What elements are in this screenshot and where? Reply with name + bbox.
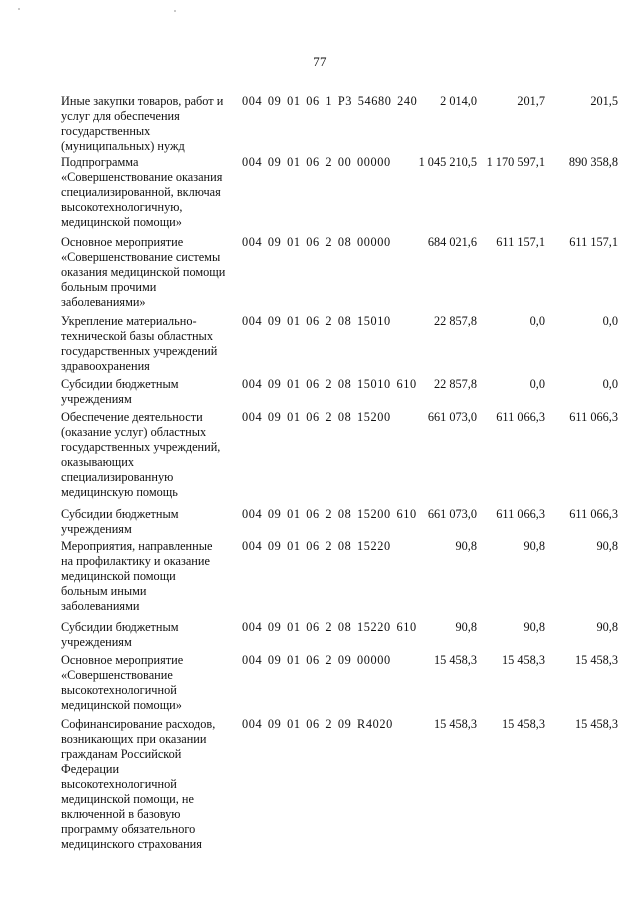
row-value-1: 15 458,3 — [433, 653, 477, 667]
row-name-line: включенной в базовую — [61, 807, 181, 821]
scan-artifact — [174, 10, 176, 12]
row-name-line: специализированной, включая — [61, 185, 221, 199]
row-name-line: медицинской помощи, не — [61, 792, 194, 806]
row-value-1: 2 014,0 — [440, 94, 477, 108]
row-name-line: здравоохранения — [61, 359, 150, 373]
row-name — [61, 314, 239, 374]
row-name — [61, 717, 239, 852]
row-name-line: оказывающих — [61, 455, 135, 469]
row-name-line: Укрепление материально- — [61, 314, 197, 328]
row-value-3: 201,5 — [590, 94, 618, 108]
row-name — [61, 94, 239, 154]
row-name-line: Субсидии бюджетным — [61, 620, 179, 634]
row-name-line: учреждениям — [61, 392, 132, 406]
row-value-3: 0,0 — [602, 314, 618, 328]
row-value-3: 15 458,3 — [574, 653, 618, 667]
row-name-line: заболеваниями» — [61, 295, 146, 309]
row-name-line: высокотехнологичную, — [61, 200, 183, 214]
row-value-2: 1 170 597,1 — [486, 155, 545, 169]
row-code: 004 09 01 06 2 08 15200 — [242, 410, 391, 424]
row-value-3: 890 358,8 — [568, 155, 618, 169]
row-value-3: 0,0 — [602, 377, 618, 391]
row-name-line: государственных учреждений, — [61, 440, 221, 454]
row-value-2: 611 066,3 — [496, 410, 545, 424]
row-name-line: услуг для обеспечения — [61, 109, 180, 123]
row-value-1: 90,8 — [455, 620, 477, 634]
row-code: 004 09 01 06 2 08 00000 — [242, 235, 391, 249]
row-name-line: государственных учреждений — [61, 344, 218, 358]
row-name-line: государственных — [61, 124, 151, 138]
row-code: 004 09 01 06 2 08 15010 610 — [242, 377, 417, 391]
row-name-line: Федерации — [61, 762, 120, 776]
row-name-line: (оказание услуг) областных — [61, 425, 207, 439]
row-name — [61, 620, 239, 650]
row-name-line: медицинскую помощь — [61, 485, 178, 499]
row-code: 004 09 01 06 2 09 R4020 — [242, 717, 393, 731]
row-value-2: 611 066,3 — [496, 507, 545, 521]
row-code: 004 09 01 06 2 08 15010 — [242, 314, 391, 328]
row-name-line: медицинского страхования — [61, 837, 202, 851]
row-code: 004 09 01 06 2 09 00000 — [242, 653, 391, 667]
row-value-1: 22 857,8 — [433, 314, 477, 328]
row-name-line: Субсидии бюджетным — [61, 377, 179, 391]
row-code: 004 09 01 06 2 00 00000 — [242, 155, 391, 169]
row-value-2: 0,0 — [529, 314, 545, 328]
row-code: 004 09 01 06 2 08 15220 — [242, 539, 391, 553]
row-name-line: высокотехнологичной — [61, 777, 177, 791]
row-name-line: возникающих при оказании — [61, 732, 207, 746]
row-name-line: Софинансирование расходов, — [61, 717, 216, 731]
row-name — [61, 235, 239, 310]
row-name-line: высокотехнологичной — [61, 683, 177, 697]
row-value-1: 22 857,8 — [433, 377, 477, 391]
row-value-3: 90,8 — [596, 620, 618, 634]
row-name — [61, 653, 239, 713]
row-name-line: «Совершенствование — [61, 668, 173, 682]
row-value-2: 201,7 — [517, 94, 545, 108]
row-value-3: 611 066,3 — [569, 507, 618, 521]
row-name-line: Основное мероприятие — [61, 235, 184, 249]
scan-artifact — [18, 8, 20, 10]
row-value-3: 90,8 — [596, 539, 618, 553]
row-name-line: программу обязательного — [61, 822, 196, 836]
row-name-line: (муниципальных) нужд — [61, 139, 185, 153]
row-name-line: больным иными — [61, 584, 147, 598]
row-name-line: гражданам Российской — [61, 747, 182, 761]
row-name-line: Иные закупки товаров, работ и — [61, 94, 224, 108]
row-name — [61, 155, 239, 230]
row-name-line: технической базы областных — [61, 329, 213, 343]
row-name-line: заболеваниями — [61, 599, 140, 613]
row-value-1: 1 045 210,5 — [418, 155, 477, 169]
row-value-2: 90,8 — [523, 620, 545, 634]
row-name-line: учреждениям — [61, 522, 132, 536]
row-name-line: Обеспечение деятельности — [61, 410, 203, 424]
row-name-line: Мероприятия, направленные — [61, 539, 213, 553]
row-name-line: больным прочими — [61, 280, 157, 294]
row-code: 004 09 01 06 2 08 15220 610 — [242, 620, 417, 634]
page-number: 77 — [313, 54, 327, 69]
row-value-2: 90,8 — [523, 539, 545, 553]
row-name-line: медицинской помощи» — [61, 215, 182, 229]
row-code: 004 09 01 06 1 P3 54680 240 — [242, 94, 418, 108]
row-name-line: оказания медицинской помощи — [61, 265, 226, 279]
row-value-2: 0,0 — [529, 377, 545, 391]
row-name-line: учреждениям — [61, 635, 132, 649]
row-name-line: специализированную — [61, 470, 174, 484]
row-value-1: 661 073,0 — [427, 507, 477, 521]
row-value-2: 15 458,3 — [501, 653, 545, 667]
row-value-1: 15 458,3 — [433, 717, 477, 731]
row-value-1: 684 021,6 — [427, 235, 477, 249]
row-name — [61, 377, 239, 407]
row-name-line: «Совершенствование системы — [61, 250, 221, 264]
row-value-2: 15 458,3 — [501, 717, 545, 731]
row-name — [61, 507, 239, 537]
row-value-3: 611 066,3 — [569, 410, 618, 424]
row-code: 004 09 01 06 2 08 15200 610 — [242, 507, 417, 521]
row-name-line: «Совершенствование оказания — [61, 170, 223, 184]
row-name-line: Основное мероприятие — [61, 653, 184, 667]
row-value-1: 661 073,0 — [427, 410, 477, 424]
row-name-line: Подпрограмма — [61, 155, 139, 169]
row-name — [61, 539, 239, 614]
row-name-line: медицинской помощи» — [61, 698, 182, 712]
row-value-1: 90,8 — [455, 539, 477, 553]
row-value-3: 15 458,3 — [574, 717, 618, 731]
row-name-line: на профилактику и оказание — [61, 554, 210, 568]
row-name-line: медицинской помощи — [61, 569, 176, 583]
row-name-line: Субсидии бюджетным — [61, 507, 179, 521]
row-value-2: 611 157,1 — [496, 235, 545, 249]
row-value-3: 611 157,1 — [569, 235, 618, 249]
row-name — [61, 410, 239, 500]
